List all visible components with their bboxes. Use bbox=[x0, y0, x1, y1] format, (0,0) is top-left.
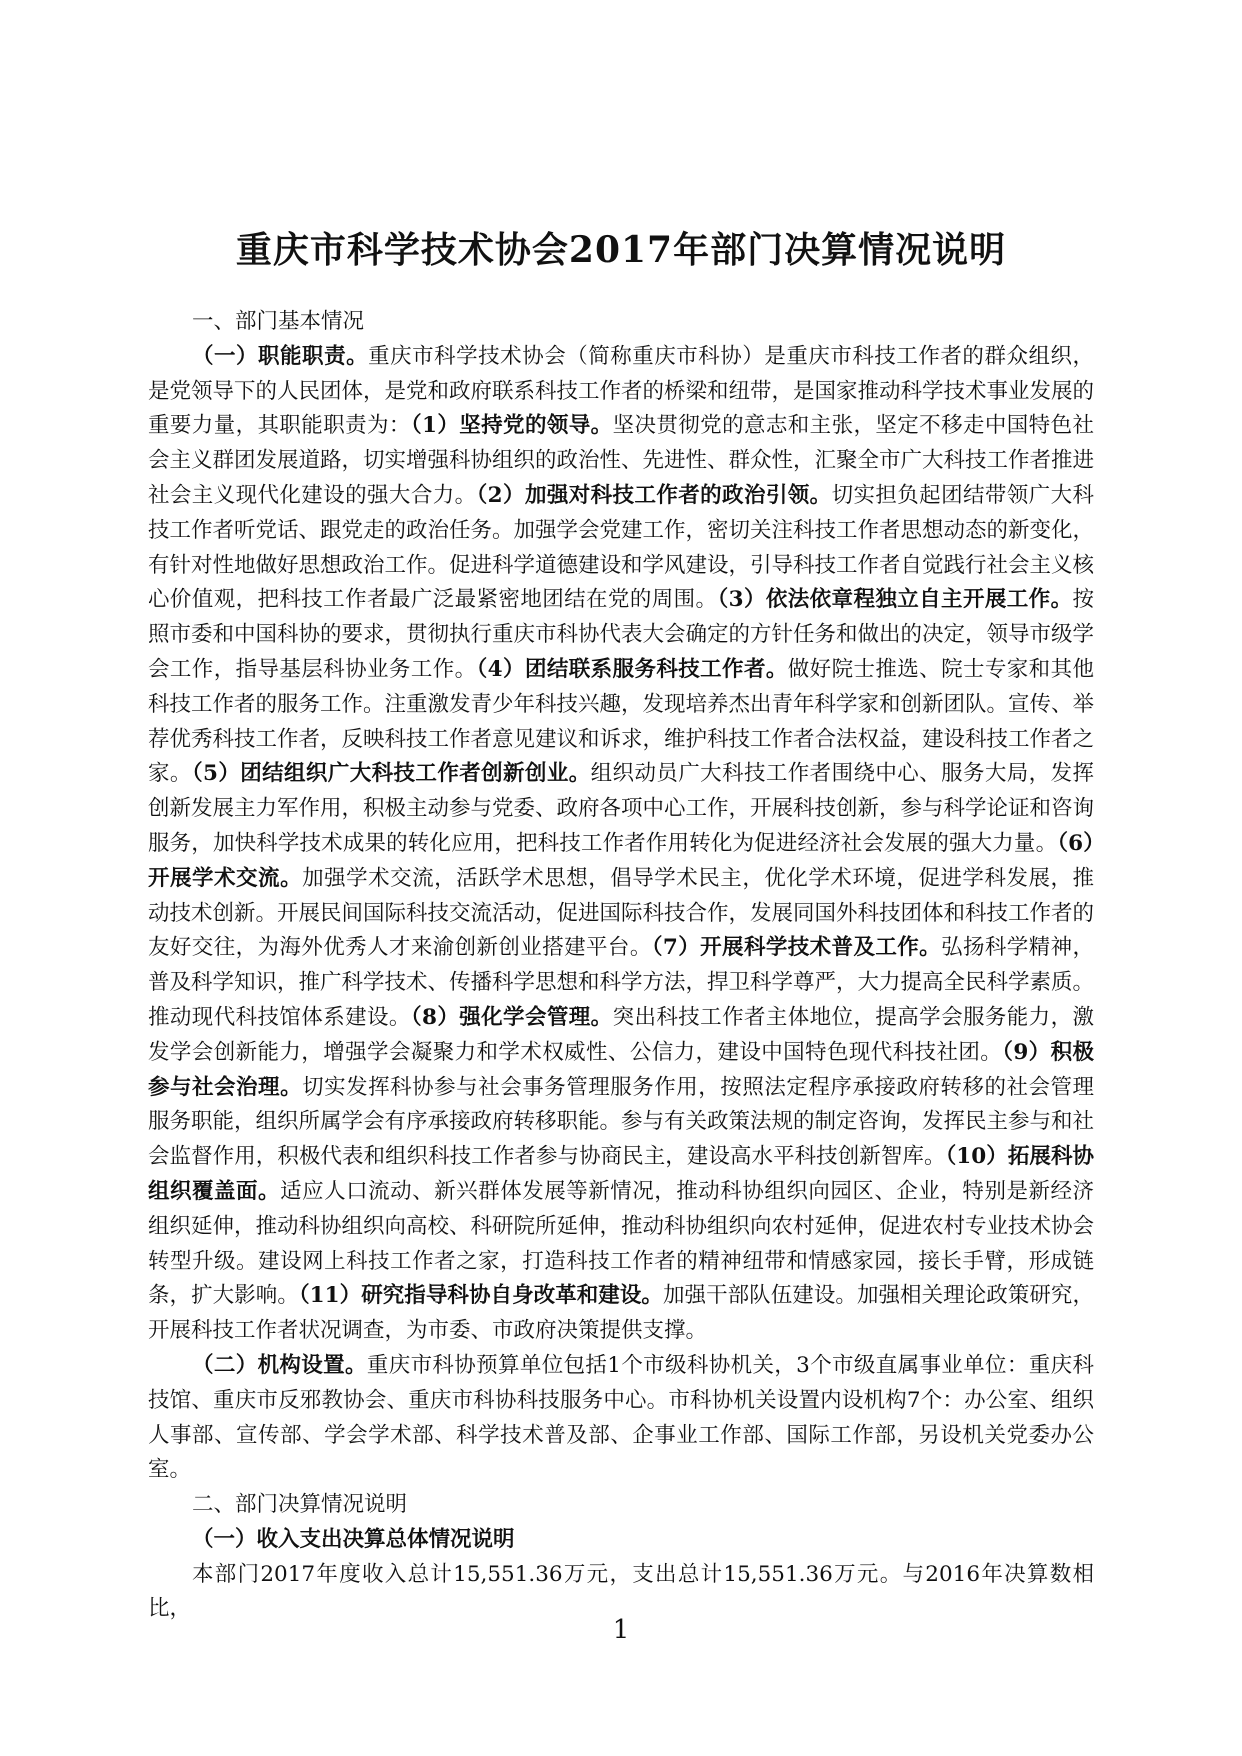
document-title: 重庆市科学技术协会2017年部门决算情况说明 bbox=[235, 229, 1007, 271]
function-item-heading: （8）强化学会管理。 bbox=[410, 1004, 613, 1030]
function-item-text: 弘扬科学精神，普及科学知识，推广科学技术、传播科学思想和科学方法，捍卫科学尊严，大力提高全民科学素质。推动现代科技馆体系建设。 bbox=[148, 935, 1095, 1030]
function-item-text: 做好院士推选、院士专家和其他科技工作者的服务工作。注重激发青少年科技兴趣，发现培养杰出青年科学家和创新团队。宣传、举荐优秀科技工作者，反映科技工作者意见建议和诉求，维护科技工作者合法权益，建设科技工作者之家。 bbox=[148, 656, 1095, 787]
document-body bbox=[148, 305, 1094, 1627]
function-item-text: 重庆市科学技术协会（简称重庆市科协）是重庆市科技工作者的群众组织，是党领导下的人民团体，是党和政府联系科技工作者的桥梁和纽带，是国家推动科学技术事业发展的重要力量，其职能职责为： bbox=[148, 343, 1095, 439]
function-item-heading: （11）研究指导科协自身改革和建设。 bbox=[298, 1283, 663, 1309]
function-item-text: 切实发挥科协参与社会事务管理服务作用，按照法定程序承接政府转移的社会管理服务职能，组织所属学会有序承接政府转移职能。参与有关政策法规的制定咨询，发挥民主参与和社会监督作用，积极代表和组织科技工作者参与协商民主，建设高水平科技创新智库。 bbox=[148, 1074, 1095, 1170]
function-item-heading: （10）拓展科协组织覆盖面。 bbox=[148, 1144, 1094, 1204]
function-item-heading: （9）积极参与社会治理。 bbox=[148, 1039, 1094, 1100]
function-item-heading: （1）坚持党的领导。 bbox=[410, 413, 613, 439]
function-item-heading: （4）团结联系服务科技工作者。 bbox=[476, 656, 788, 682]
paragraph-functions bbox=[148, 340, 1094, 1349]
function-item-text: 加强学术交流，活跃学术思想，倡导学术民主，优化学术环境，促进学科发展，推动技术创新。开展民间国际科技交流活动，促进国际科技合作，发展同国外科技团体和科技工作者的友好交往，为海外优秀人才来渝创新创业搭建平台。 bbox=[148, 865, 1095, 961]
function-item-heading: （5）团结组织广大科技工作者创新创业。 bbox=[191, 761, 591, 787]
subsection-heading-income-expense: （一）收入支出决算总体情况说明 bbox=[192, 1526, 515, 1552]
function-item-heading: （6）开展学术交流。 bbox=[148, 830, 1094, 891]
section-heading-basic-info: 一、部门基本情况 bbox=[192, 309, 365, 334]
function-item-text: 坚决贯彻党的意志和主张，坚定不移走中国特色社会主义群团发展道路，切实增强科协组织的政治性、先进性、群众性，汇聚全市广大科技工作者推进社会主义现代化建设的强大合力。 bbox=[148, 413, 1095, 508]
function-item-heading: （3）依法依章程独立自主开展工作。 bbox=[717, 587, 1073, 613]
org-text: 重庆市科协预算单位包括1个市级科协机关，3个市级直属事业单位：重庆科技馆、重庆市反邪教协会、重庆市科协科技服务中心。市科协机关设置内设机构7个：办公室、组织人事部、宣传部、学会学术部、科学技术普及部、企事业工作部、国际工作部，另设机关党委办公室。 bbox=[148, 1352, 1094, 1483]
section-heading-final-accounts: 二、部门决算情况说明 bbox=[192, 1492, 408, 1518]
function-item-heading: （7）开展科学技术普及工作。 bbox=[651, 935, 942, 961]
functions-lead: （一）职能职责。 bbox=[192, 343, 369, 369]
page-number: 1 bbox=[612, 1615, 630, 1645]
function-item-text: 按照市委和中国科协的要求，贯彻执行重庆市科协代表大会确定的方针任务和做出的决定，领导市级学会工作，指导基层科协业务工作。 bbox=[148, 587, 1095, 682]
function-item-text: 突出科技工作者主体地位，提高学会服务能力，激发学会创新能力，增强学会凝聚力和学术权威性、公信力，建设中国特色现代科技社团。 bbox=[148, 1004, 1094, 1065]
function-item-text: 组织动员广大科技工作者围绕中心、服务大局，发挥创新发展主力军作用，积极主动参与党委、政府各项中心工作，开展科技创新，参与科学论证和咨询服务，加快科学技术成果的转化应用，把科技工作者作用转化为促进经济社会发展的强大力量。 bbox=[148, 761, 1095, 856]
paragraph-income-expense: 本部门2017年度收入总计15,551.36万元，支出总计15,551.36万元。与2016年决算数相比， bbox=[148, 1561, 1094, 1622]
function-item-heading: （2）加强对科技工作者的政治引领。 bbox=[476, 482, 832, 508]
function-item-text: 适应人口流动、新兴群体发展等新情况，推动科协组织向园区、企业，特别是新经济组织延伸，推动科协组织向高校、科研院所延伸，推动科协组织向农村延伸，促进农村专业技术协会转型升级。建设网上科技工作者之家，打造科技工作者的精神纽带和情感家园，接长手臂，形成链条，扩大影响。 bbox=[148, 1178, 1095, 1309]
function-item-text: 加强干部队伍建设。加强相关理论政策研究，开展科技工作者状况调查，为市委、市政府决策提供支撑。 bbox=[148, 1283, 1094, 1344]
org-lead: （二）机构设置。 bbox=[192, 1352, 367, 1378]
function-item-text: 切实担负起团结带领广大科技工作者听党话、跟党走的政治任务。加强学会党建工作，密切关注科技工作者思想动态的新变化，有针对性地做好思想政治工作。促进科学道德建设和学风建设，引导科技工作者自觉践行社会主义核心价值观，把科技工作者最广泛最紧密地团结在党的周围。 bbox=[148, 482, 1095, 613]
functions-text bbox=[148, 344, 1094, 1343]
paragraph-organization bbox=[148, 1349, 1094, 1488]
